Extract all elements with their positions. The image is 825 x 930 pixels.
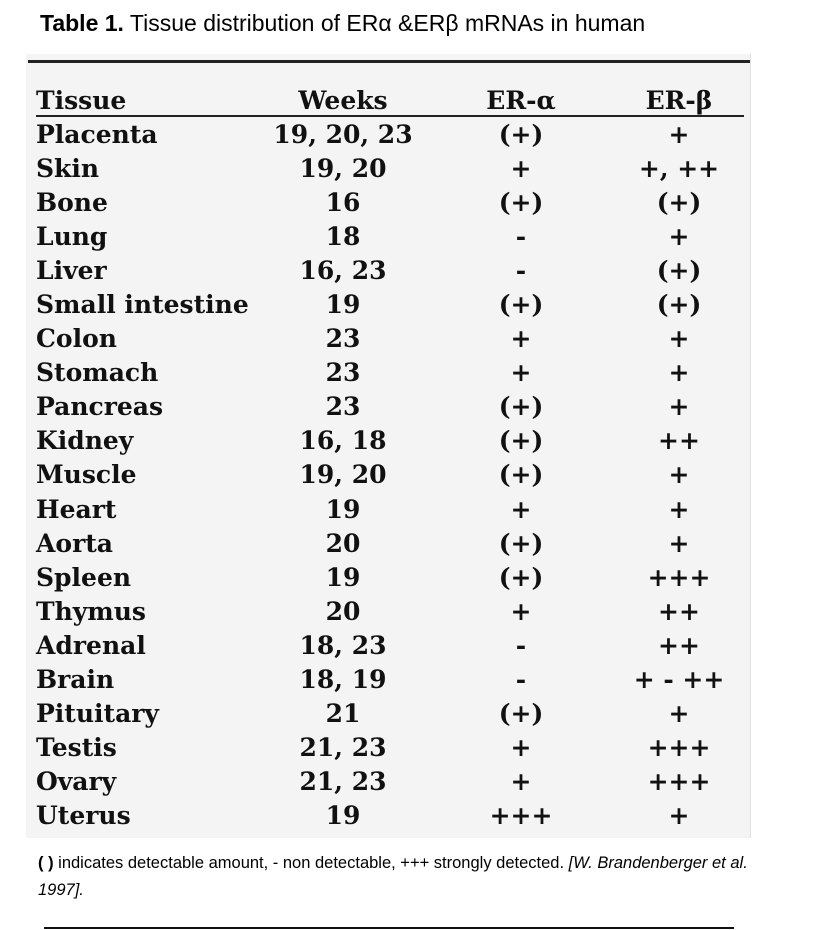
cell-er-beta: +: [668, 392, 690, 422]
cell-tissue: Small intestine: [36, 290, 249, 320]
cell-er-beta: +: [668, 528, 690, 558]
table-row: [36, 253, 744, 287]
table-row: [36, 116, 744, 151]
cell-weeks: 19: [325, 562, 361, 592]
cell-er-beta: (+): [656, 255, 702, 285]
cell-weeks: 16, 23: [299, 255, 387, 285]
table-row: [36, 663, 744, 697]
cell-er-alpha: -: [515, 221, 527, 251]
cell-er-beta: +++: [647, 733, 711, 763]
cell-weeks: 21, 23: [299, 733, 387, 763]
cell-er-alpha: (+): [498, 699, 544, 729]
table-row: [36, 219, 744, 253]
cell-er-alpha: +: [510, 767, 532, 797]
cell-tissue: Adrenal: [36, 630, 146, 660]
table-row: [36, 185, 744, 219]
table-caption: Tissue distribution of ERα &ERβ mRNAs in human: [129, 10, 646, 36]
header-row: [36, 86, 744, 116]
cell-tissue: Pancreas: [36, 392, 164, 422]
cell-er-alpha: (+): [498, 562, 544, 592]
table-row: [36, 458, 744, 492]
table-row: [36, 799, 744, 833]
cell-er-beta: ++: [658, 630, 700, 660]
cell-er-beta: +: [668, 801, 690, 831]
cell-weeks: 21: [325, 699, 361, 729]
table-title: [40, 10, 645, 37]
cell-weeks: 16: [325, 187, 361, 217]
footnote-paren-symbol: ( ): [38, 854, 54, 872]
table-row: [36, 492, 744, 526]
table-row: [36, 356, 744, 390]
table-row: [36, 526, 744, 560]
cell-tissue: Muscle: [36, 460, 137, 490]
cell-er-alpha: +: [510, 494, 532, 524]
cell-er-alpha: -: [515, 255, 527, 285]
footnote: [38, 850, 798, 904]
cell-tissue: Pituitary: [36, 699, 159, 729]
table-row: [36, 287, 744, 321]
cell-er-beta: ++: [658, 426, 700, 456]
cell-tissue: Lung: [36, 221, 108, 251]
cell-tissue: Aorta: [36, 528, 113, 558]
cell-weeks: 21, 23: [299, 767, 387, 797]
header-tissue: Tissue: [36, 86, 258, 116]
cell-er-alpha: +: [510, 153, 532, 183]
cell-er-beta: +: [668, 358, 690, 388]
cell-weeks: 23: [325, 324, 361, 354]
tissue-distribution-table: [36, 86, 744, 833]
header-er-beta: ER-β: [614, 86, 744, 116]
cell-er-beta: +: [668, 494, 690, 524]
cell-er-alpha: (+): [498, 528, 544, 558]
cell-er-alpha: (+): [498, 290, 544, 320]
table-row: [36, 765, 744, 799]
footnote-reference: [W. Brandenberger et al. 1997].: [38, 854, 748, 899]
cell-weeks: 23: [325, 358, 361, 388]
table-row: [36, 151, 744, 185]
cell-tissue: Skin: [36, 153, 100, 183]
cell-tissue: Uterus: [36, 801, 131, 831]
cell-tissue: Testis: [36, 733, 117, 763]
cell-er-beta: ++: [658, 596, 700, 626]
cell-er-beta: (+): [656, 290, 702, 320]
cell-tissue: Kidney: [36, 426, 134, 456]
table-row: [36, 390, 744, 424]
cell-er-alpha: -: [515, 665, 527, 695]
cell-er-beta: +: [668, 324, 690, 354]
cell-tissue: Bone: [36, 187, 108, 217]
table-row: [36, 731, 744, 765]
cell-er-beta: + - ++: [633, 665, 725, 695]
table-top-rule: [28, 60, 750, 63]
cell-er-alpha: +: [510, 596, 532, 626]
cell-er-alpha: +: [510, 324, 532, 354]
cell-er-beta: +: [668, 699, 690, 729]
table-row: [36, 628, 744, 662]
cell-weeks: 20: [325, 596, 361, 626]
cell-tissue: Stomach: [36, 358, 159, 388]
bottom-rule: [44, 927, 734, 929]
cell-tissue: Placenta: [36, 119, 158, 149]
cell-weeks: 20: [325, 528, 361, 558]
cell-weeks: 19, 20: [299, 460, 387, 490]
table-row: [36, 560, 744, 594]
cell-tissue: Ovary: [36, 767, 117, 797]
cell-tissue: Thymus: [36, 596, 147, 626]
cell-tissue: Liver: [36, 255, 107, 285]
cell-er-alpha: +++: [489, 801, 553, 831]
cell-weeks: 18, 19: [299, 665, 387, 695]
cell-weeks: 19: [325, 494, 361, 524]
cell-weeks: 19: [325, 801, 361, 831]
cell-weeks: 19, 20: [299, 153, 387, 183]
cell-er-alpha: (+): [498, 426, 544, 456]
cell-er-alpha: (+): [498, 119, 544, 149]
table-row: [36, 322, 744, 356]
cell-er-alpha: +: [510, 358, 532, 388]
table-number: Table 1.: [40, 10, 124, 36]
cell-er-beta: +: [668, 460, 690, 490]
table-row: [36, 594, 744, 628]
cell-tissue: Heart: [36, 494, 117, 524]
cell-weeks: 19: [325, 290, 361, 320]
cell-tissue: Spleen: [36, 562, 132, 592]
cell-er-beta: +, ++: [638, 153, 720, 183]
table-row: [36, 697, 744, 731]
cell-er-alpha: (+): [498, 187, 544, 217]
cell-er-beta: +: [668, 221, 690, 251]
table-body: [36, 116, 744, 833]
cell-weeks: 19, 20, 23: [273, 119, 413, 149]
cell-er-beta: +++: [647, 562, 711, 592]
table-row: [36, 424, 744, 458]
cell-weeks: 16, 18: [299, 426, 387, 456]
footnote-text: indicates detectable amount, - non detectable, +++ strongly detected.: [53, 854, 569, 872]
cell-er-alpha: -: [515, 630, 527, 660]
header-weeks: Weeks: [258, 86, 428, 116]
cell-tissue: Brain: [36, 665, 115, 695]
cell-tissue: Colon: [36, 324, 117, 354]
cell-weeks: 18: [325, 221, 361, 251]
header-er-alpha: ER-α: [428, 86, 614, 116]
cell-er-alpha: (+): [498, 460, 544, 490]
cell-er-beta: +: [668, 119, 690, 149]
cell-er-alpha: (+): [498, 392, 544, 422]
cell-er-beta: (+): [656, 187, 702, 217]
cell-weeks: 23: [325, 392, 361, 422]
cell-weeks: 18, 23: [299, 630, 387, 660]
cell-er-beta: +++: [647, 767, 711, 797]
cell-er-alpha: +: [510, 733, 532, 763]
